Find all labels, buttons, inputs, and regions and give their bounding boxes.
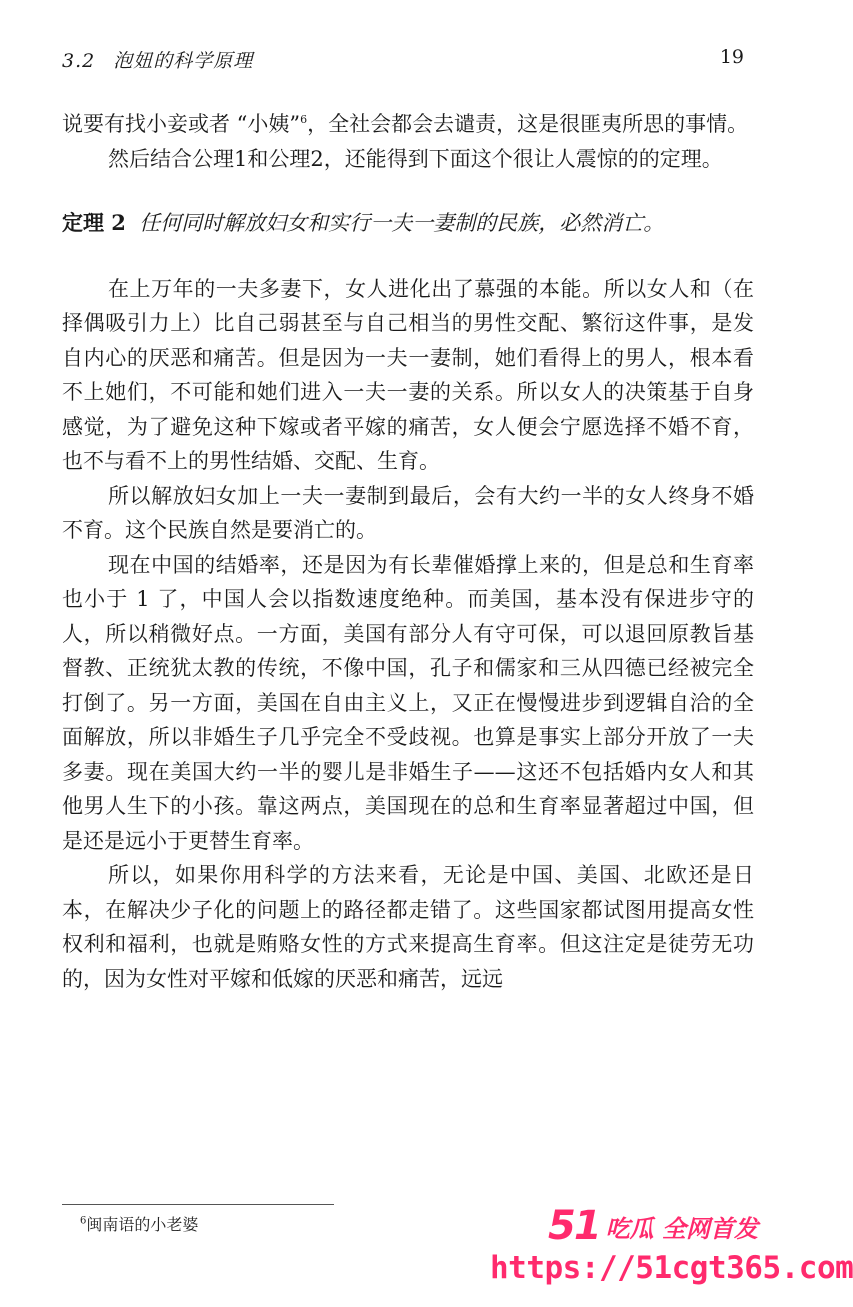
page-number: 19 [719, 46, 744, 68]
footnote-ref[interactable]: 6 [300, 113, 308, 126]
section-heading [62, 46, 253, 73]
watermark-slogan: 吃瓜 全网首发 [605, 1214, 759, 1243]
paragraph-continued [62, 107, 754, 142]
running-header [62, 46, 754, 76]
footnote-divider [62, 1204, 334, 1205]
section-title: 泡妞的科学原理 [113, 50, 254, 72]
section-number: 3.2 [62, 50, 96, 72]
watermark-number: 51 [548, 1203, 600, 1249]
paragraph: 所以解放妇女加上一夫一妻制到最后，会有大约一半的女人终身不婚不育。这个民族自然是要消亡的。 [62, 483, 754, 542]
paragraph: 现在中国的结婚率，还是因为有长辈催婚撑上来的，但是总和生育率也小于 1 了，中国人会以指数速度绝种。而美国，基本没有保进步守的人，所以稍微好点。一方面，美国有部分人有守可保，可以退回原教旨基督教、正统犹太教的传统，不像中国，孔子和儒家和三从四德已经被完全打倒了。另一方面，美国在自由主义上，又正在慢慢进步到逻辑自洽的全面解放，所以非婚生子几乎完全不受歧视。也算是事实上部分开放了一夫多妻。现在美国大约一半的婴儿是非婚生子——这还不包括婚内女人和其他男人生下的小孩。靠这两点，美国现在的总和生育率显著超过中国，但是还是远小于更替生育率。 [62, 552, 754, 853]
watermark [486, 1198, 853, 1298]
watermark-logo [548, 1204, 758, 1248]
watermark-url[interactable]: https://51cgt365.com [490, 1250, 853, 1286]
theorem-label: 定理 2 [62, 210, 126, 235]
footnote-number: 6 [80, 1215, 87, 1227]
theorem-text: 任何同时解放妇女和实行一夫一妻制的民族，必然消亡。 [139, 211, 665, 235]
theorem [62, 206, 754, 241]
footnote [80, 1212, 198, 1235]
footnote-text: 闽南语的小老婆 [86, 1215, 199, 1234]
paragraph: 在上万年的一夫多妻下，女人进化出了慕强的本能。所以女人和（在择偶吸引力上）比自己弱甚至与自己相当的男性交配、繁衍这件事，是发自内心的厌恶和痛苦。但是因为一夫一妻制，她们看得上的男人，根本看不上她们，不可能和她们进入一夫一妻的关系。所以女人的决策基于自身感觉，为了避免这种下嫁或者平嫁的痛苦，女人便会宁愿选择不婚不育，也不与看不上的男性结婚、交配、生育。 [62, 276, 754, 473]
paragraph-text: 说要有找小妾或者 “小姨” [62, 112, 301, 136]
paragraph: 然后结合公理1和公理2，还能得到下面这个很让人震惊的的定理。 [108, 146, 723, 171]
paragraph-text-end: ，全社会都会去谴责，这是很匪夷所思的事情。 [307, 112, 749, 136]
body-text [62, 107, 754, 996]
paragraph: 所以，如果你用科学的方法来看，无论是中国、美国、北欧还是日本，在解决少子化的问题上的路径都走错了。这些国家都试图用提高女性权利和福利，也就是贿赂女性的方式来提高生育率。但这注定是徒劳无功的，因为女性对平嫁和低嫁的厌恶和痛苦，远远 [62, 863, 754, 991]
